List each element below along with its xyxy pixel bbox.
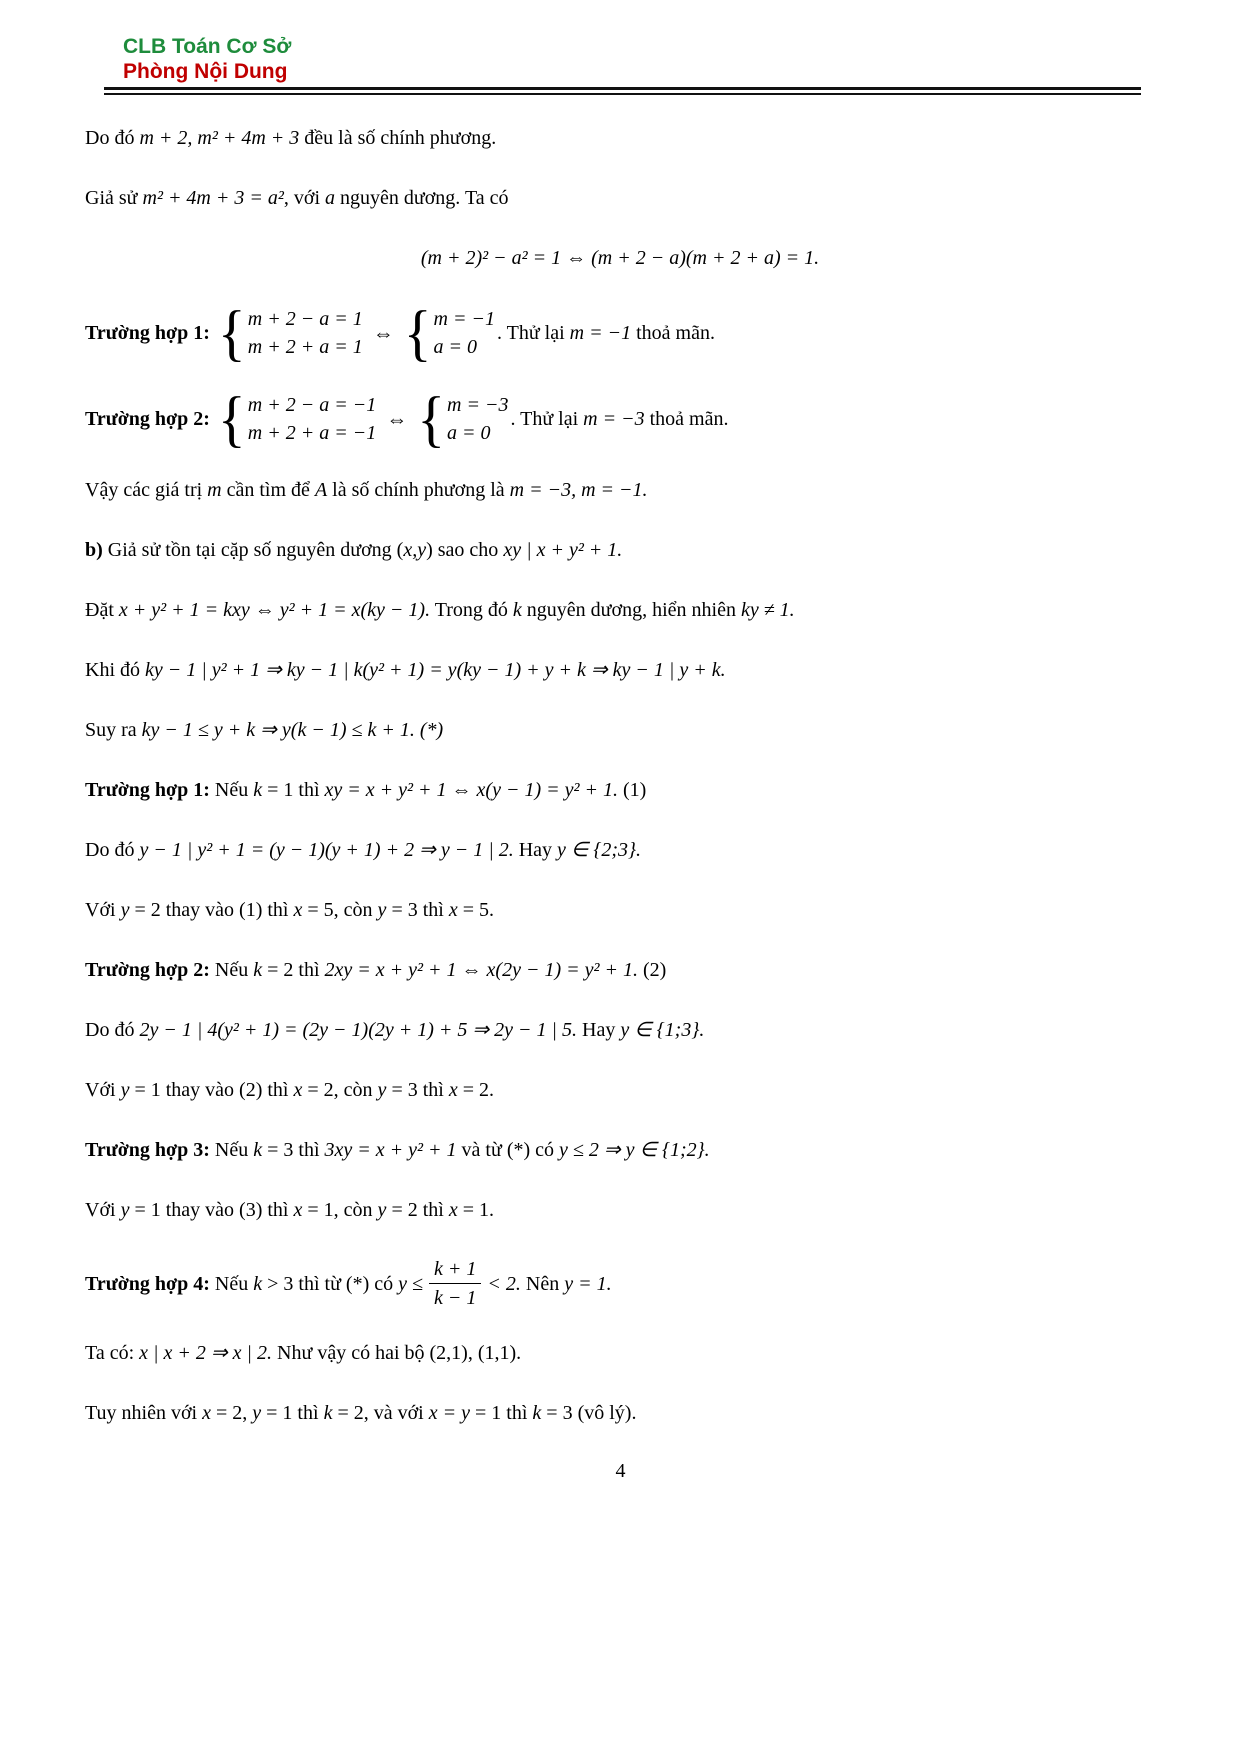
case-4-pre-text: Trường hợp 4: Nếu k > 3 thì từ (*) có y ≤: [85, 1272, 423, 1295]
solution-line: Giả sử m² + 4m + 3 = a², với a nguyên dương. Ta có: [85, 187, 509, 210]
centered-equation: (m + 2)² − a² = 1 ⇔ (m + 2 − a)(m + 2 + a) = 1.: [420, 247, 820, 270]
solution-line: Do đó y − 1 | y² + 1 = (y − 1)(y + 1) + 2 ⇒ y − 1 | 2. Hay y ∈ {2;3}.: [85, 839, 641, 862]
solution-line: Vậy các giá trị m cần tìm để A là số chính phương là m = −3, m = −1.: [85, 479, 648, 502]
solution-line: Với y = 1 thay vào (2) thì x = 2, còn y = 3 thì x = 2.: [85, 1079, 495, 1102]
equation-system: [417, 383, 509, 454]
department-name: Phòng Nội Dung: [123, 60, 288, 84]
left-brace: {: [217, 297, 246, 368]
header-divider: [104, 87, 1141, 95]
part-b-line: b) Giả sử tồn tại cặp số nguyên dương (x,y) sao cho xy | x + y² + 1.: [85, 539, 623, 562]
case-4-line: [85, 1257, 1155, 1310]
solution-line: Khi đó ky − 1 | y² + 1 ⇒ ky − 1 | k(y² + 1) = y(ky − 1) + y + k ⇒ ky − 1 | y + k.: [85, 659, 726, 682]
case-2-line: [85, 383, 1155, 454]
system-equations: [248, 391, 376, 447]
left-brace: {: [417, 383, 446, 454]
equation: m + 2 − a = 1: [247, 308, 363, 331]
equivalence-arrow: ⇔: [386, 407, 408, 432]
solution-line: Ta có: x | x + 2 ⇒ x | 2. Như vậy có hai bộ (2,1), (1,1).: [85, 1342, 522, 1365]
equation-system: [217, 383, 377, 454]
solution-line: Với y = 2 thay vào (1) thì x = 5, còn y = 3 thì x = 5.: [85, 899, 495, 922]
document-header: [0, 0, 1241, 84]
left-brace: {: [217, 383, 246, 454]
case-label: Trường hợp 1:: [85, 322, 210, 345]
equation: m = −3: [447, 394, 509, 417]
solution-body: [0, 95, 1241, 1426]
solution-line: Với y = 1 thay vào (3) thì x = 1, còn y = 2 thì x = 1.: [85, 1199, 495, 1222]
club-name: CLB Toán Cơ Sở: [123, 35, 292, 58]
divider-line-thick: [104, 87, 1141, 90]
equation: a = 0: [433, 336, 478, 359]
solution-line: Do đó m + 2, m² + 4m + 3 đều là số chính phương.: [85, 127, 497, 150]
solution-line: Do đó 2y − 1 | 4(y² + 1) = (2y − 1)(2y + 1) + 5 ⇒ 2y − 1 | 5. Hay y ∈ {1;3}.: [85, 1019, 705, 1042]
solution-line: Đặt x + y² + 1 = kxy ⇔ y² + 1 = x(ky − 1). Trong đó k nguyên dương, hiển nhiên ky ≠ 1.: [85, 599, 795, 622]
case-label: Trường hợp 2:: [85, 408, 210, 431]
page-number: 4: [615, 1460, 626, 1483]
left-brace: {: [403, 297, 432, 368]
equation: a = 0: [447, 422, 491, 445]
solution-line: Suy ra ky − 1 ≤ y + k ⇒ y(k − 1) ≤ k + 1. (*): [85, 719, 444, 742]
equation-system: [403, 297, 495, 368]
case-2-heading-line: Trường hợp 2: Nếu k = 2 thì 2xy = x + y² + 1 ⇔ x(2y − 1) = y² + 1. (2): [85, 959, 667, 982]
case-1-line: [85, 297, 1155, 368]
system-equations: [434, 305, 495, 361]
equation-system: [217, 297, 363, 368]
fraction-denominator: k − 1: [429, 1283, 481, 1310]
equation: m = −1: [433, 308, 495, 331]
system-equations: [447, 391, 508, 447]
equation: m + 2 + a = 1: [247, 336, 363, 359]
case-3-heading-line: Trường hợp 3: Nếu k = 3 thì 3xy = x + y² + 1 và từ (*) có y ≤ 2 ⇒ y ∈ {1;2}.: [85, 1139, 710, 1162]
case-conclusion: . Thử lại m = −1 thoả mãn.: [496, 322, 715, 345]
case-conclusion: . Thử lại m = −3 thoả mãn.: [510, 408, 729, 431]
equation: m + 2 − a = −1: [247, 394, 377, 417]
fraction: [429, 1257, 481, 1310]
case-1-heading-line: Trường hợp 1: Nếu k = 1 thì xy = x + y² + 1 ⇔ x(y − 1) = y² + 1. (1): [85, 779, 647, 802]
case-4-post-text: < 2. Nên y = 1.: [487, 1272, 612, 1295]
equivalence-arrow: ⇔: [372, 321, 394, 346]
system-equations: [248, 305, 363, 361]
equation: m + 2 + a = −1: [247, 422, 377, 445]
fraction-numerator: k + 1: [434, 1258, 477, 1281]
solution-line: Tuy nhiên với x = 2, y = 1 thì k = 2, và với x = y = 1 thì k = 3 (vô lý).: [85, 1402, 637, 1425]
